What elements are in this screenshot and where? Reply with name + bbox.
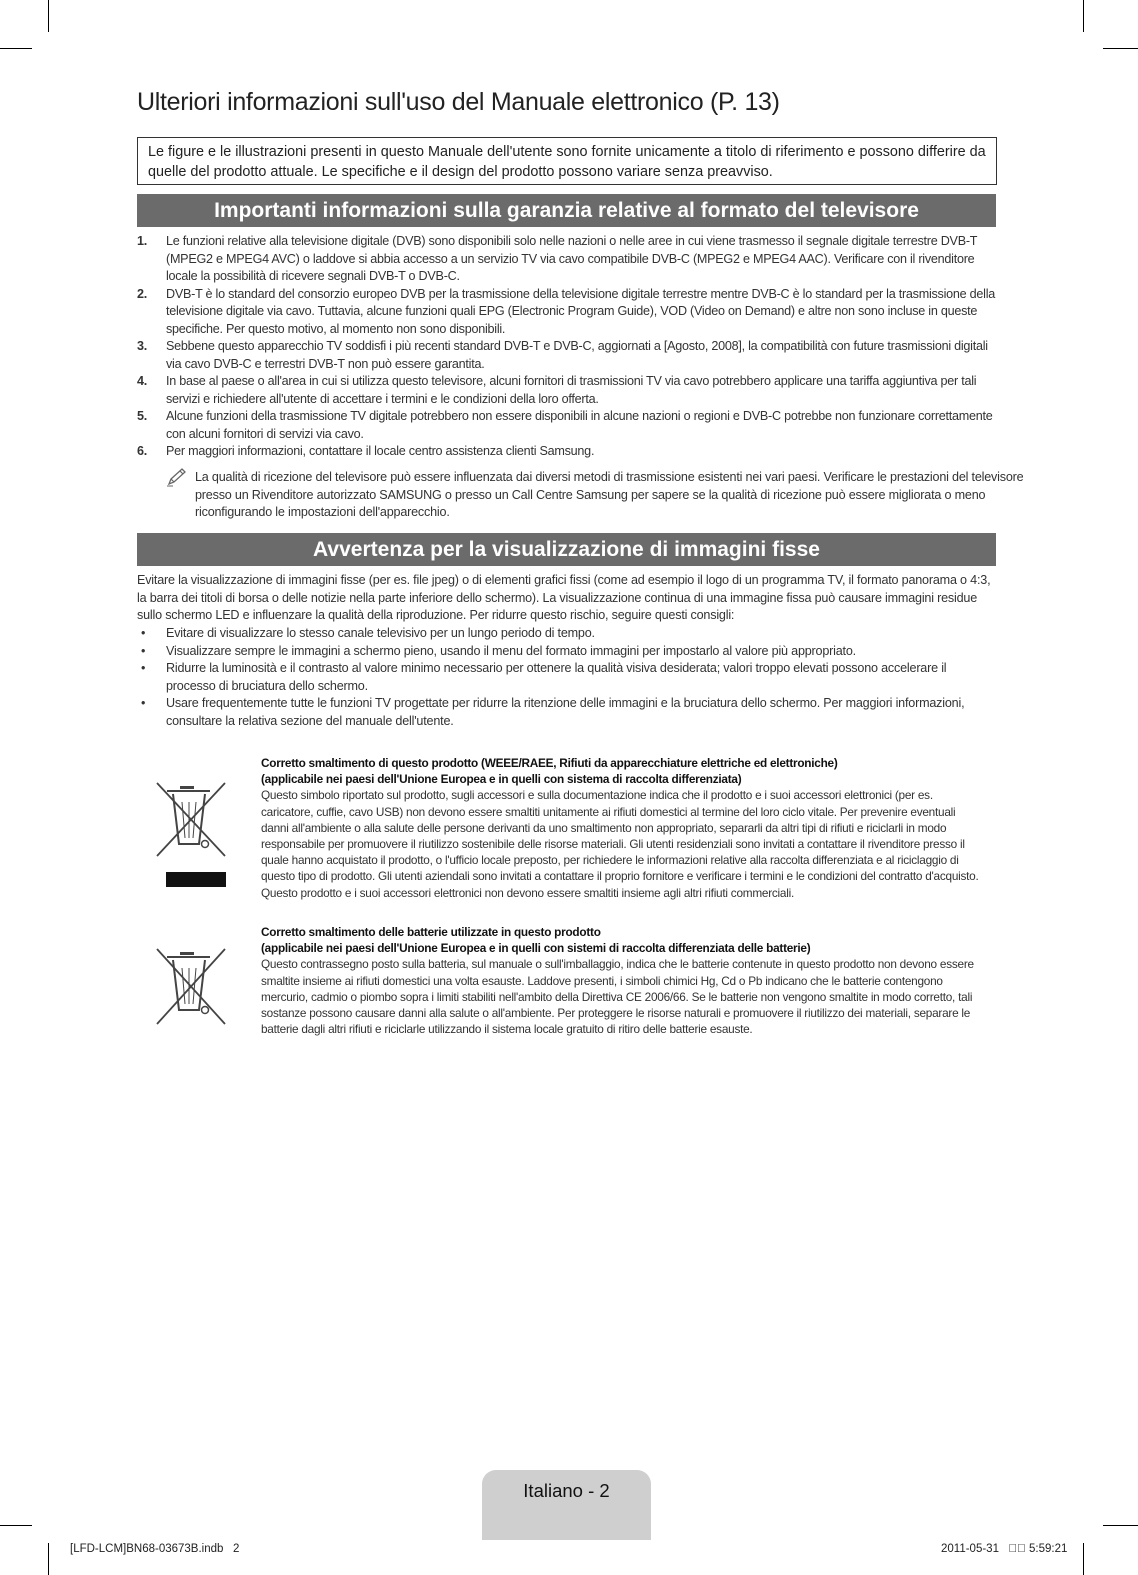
weee-battery-notice: Corretto smaltimento delle batterie utilizzate in questo prodotto (applicabile nei paesi dell'Unione Europea e in quelli con sistemi di raccolta differenziata delle batterie) Questo contrassegno posto sulla batteria, sul manuale o sull'imballaggio, indica che le batterie contenute in questo prodotto non devono essere smaltite insieme ai rifiuti domestici una volta esauste. Laddove presenti, i simboli chimici Hg, Cd o Pb indicano che le batterie contengono mercurio, cadmio o piombo sopra i limiti stabiliti nell'ambito della Direttiva CE 2006/66. Se le batterie non vengono smaltite in modo corretto, tali sostanze possono causare danni alla salute o all'ambiente. Per proteggere le risorse naturali e promuovere il riutilizzo dei materiali, separare le batterie dagli altri rifiuti e riciclarle utilizzando il sistema locale gratuito di ritiro delle batterie esauste. xyxy=(261,925,974,1037)
reception-note: La qualità di ricezione del televisore può essere influenzata dai diversi metodi di trasmissione esistenti nei vari paesi. Verificare le prestazioni del televisore presso un Rivenditore autorizzato SAMSUNG o presso un Call Centre Samsung per sapere se la qualità di ricezione può essere migliorata o meno riconfigurando le impostazioni dell'apparecchio. xyxy=(166,469,1025,522)
weee-product-notice: Corretto smaltimento di questo prodotto (WEEE/RAEE, Rifiuti da apparecchiature elettriche ed elettroniche) (applicabile nei paesi dell'Unione Europea e in quelli con sistema di raccolta differenziata) Questo simbolo riportato sul prodotto, sugli accessori e sulla documentazione indica che il prodotto e i suoi accessori elettronici (per es. caricatore, cuffie, cavo USB) non devono essere smaltiti unitamente ai rifiuti domestici al termine del loro ciclo vitale. Per prevenire eventuali danni all'ambiente o alla salute delle persone derivanti da uno smaltimento non appropriato, separarli da altri tipi di rifiuti e riciclarli in modo responsabile per promuovere il riutilizzo sostenibile delle risorse materiali. Gli utenti residenziali sono invitati a contattare il rivenditore presso il quale hanno acquistato il prodotto, o l'ufficio locale preposto, per richiedere le informazioni relative alla raccolta differenziata e al riciclaggio di questo tipo di prodotto. Gli utenti aziendali sono invitati a contattare il proprio fornitore e verificare i termini e le condizioni del contratto d'acquisto. Questo prodotto e i suoi accessori elettronici non devono essere smaltiti insieme agli altri rifiuti commerciali. xyxy=(261,756,979,900)
list-item: 2. DVB-T è lo standard del consorzio europeo DVB per la trasmissione della televisione digitale terrestre mentre DVB-C è lo standard per la trasmissione della televisione digitale via cavo. Tuttavia, alcune funzioni quali EPG (Electronic Program Guide), VOD (Video on Demand) e altre non sono incluse in queste specifiche. Per questo motivo, al momento non sono disponibili. xyxy=(137,286,996,336)
crop-mark xyxy=(1103,1525,1138,1526)
list-item: 1. Le funzioni relative alla televisione digitale (DVB) sono disponibili solo nelle nazioni o nelle aree in cui viene trasmesso il segnale digitale terrestre DVB-T (MPEG2 e MPEG4 AVC) o laddove si abbia accesso a un servizio TV via cavo compatibile DVB-C (MPEG2 e MPEG4 AAC). Verificare con il rivenditore locale la possibilità di ricevere segnali DVB-T o DVB-C. xyxy=(137,234,978,283)
list-item: • Ridurre la luminosità e il contrasto al valore minimo necessario per ottenere la qualità visiva desiderata; valori troppo elevati possono accelerare il processo di bruciatura dello schermo. xyxy=(141,661,947,693)
crop-mark xyxy=(1083,0,1084,32)
page-title: Ulteriori informazioni sull'uso del Manuale elettronico (P. 13) xyxy=(137,88,780,116)
print-file-info: [LFD-LCM]BN68-03673B.indb 2 xyxy=(70,1543,240,1555)
pencil-note-icon xyxy=(166,467,188,487)
crossed-battery-bin-icon xyxy=(155,944,230,1029)
list-item: • Evitare di visualizzare lo stesso canale televisivo per un lungo periodo di tempo. xyxy=(141,626,595,640)
warranty-list xyxy=(137,233,997,461)
disclaimer-box: Le figure e le illustrazioni presenti in questo Manuale dell'utente sono fornite unicamente a titolo di riferimento e possono differire da quelle del prodotto attuale. Le specifiche e il design del prodotto possono variare senza preavviso. xyxy=(137,137,997,185)
crop-mark xyxy=(48,1543,49,1575)
list-item: 4. In base al paese o all'area in cui si utilizza questo televisore, alcuni fornitori di trasmissioni TV via cavo potrebbero applicare una tariffa aggiuntiva per tali servizi e richiedere all'utente di accettare i termini e le condizioni della loro offerta. xyxy=(137,374,977,406)
still-images-intro: Evitare la visualizzazione di immagini fisse (per es. file jpeg) o di elementi grafici fissi (come ad esempio il logo di un programma TV, il formato panorama o 4:3, la barra dei titoli di borsa o delle notizie nella parte inferiore dello schermo). La visualizzazione continua di una immagine fissa può causare immagini residue sullo schermo LED e influenzare la qualità della riproduzione. Per ridurre questo rischio, seguire questi consigli: xyxy=(137,573,991,622)
still-images-tips xyxy=(137,625,997,730)
crop-mark xyxy=(1083,1543,1084,1575)
print-timestamp: 2011-05-31 ￿￿ 5:59:21 xyxy=(941,1543,1068,1555)
list-item: 6. Per maggiori informazioni, contattare il locale centro assistenza clienti Samsung. xyxy=(137,444,595,458)
list-item: 5. Alcune funzioni della trasmissione TV digitale potrebbero non essere disponibili in alcune nazioni o regioni e DVB-C potrebbe non funzionare correttamente con alcuni fornitori di servizi via cavo. xyxy=(137,409,993,441)
crossed-bin-icon xyxy=(155,778,230,888)
list-item: • Visualizzare sempre le immagini a schermo pieno, usando il menu del formato immagini per impostarlo al valore più appropriato. xyxy=(141,643,856,658)
crop-mark xyxy=(48,0,49,32)
page-number-badge: Italiano - 2 xyxy=(482,1470,651,1540)
crop-mark xyxy=(1103,48,1138,49)
section-heading-still-images: Avvertenza per la visualizzazione di immagini fisse xyxy=(137,533,996,566)
list-item: 3. Sebbene questo apparecchio TV soddisfi i più recenti standard DVB-T e DVB-C, aggiornati a [Agosto, 2008], la compatibilità con future trasmissioni digitali via cavo DVB-C e terrestri DVB-T non può essere garantita. xyxy=(137,339,988,371)
section-heading-warranty: Importanti informazioni sulla garanzia relative al formato del televisore xyxy=(137,194,996,227)
list-item: • Usare frequentemente tutte le funzioni TV progettate per ridurre la ritenzione delle immagini e la bruciatura dello schermo. Per maggiori informazioni, consultare la relativa sezione del manuale dell'utente. xyxy=(141,696,965,728)
crop-mark xyxy=(0,48,32,49)
crop-mark xyxy=(0,1525,32,1526)
